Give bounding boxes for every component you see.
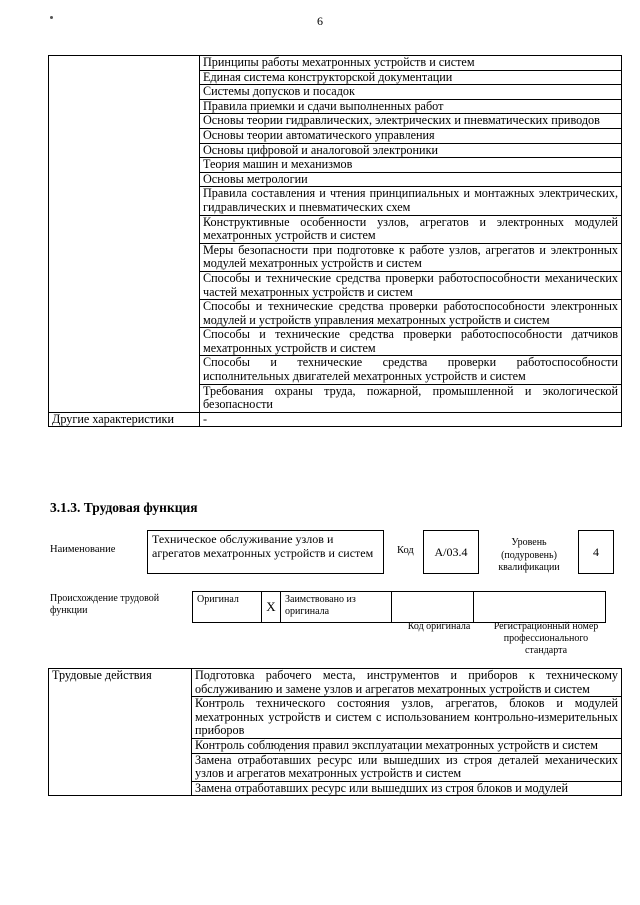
reg-number-label: Регистрационный номер профессионального стандарта: [493, 621, 599, 656]
knowledge-item: Меры безопасности при подготовке к работе узлов, агрегатов и электронных модулей мехатронных устройств и систем: [200, 243, 622, 271]
knowledge-item: Основы цифровой и аналоговой электроники: [200, 143, 622, 158]
knowledge-item: Принципы работы мехатронных устройств и систем: [200, 56, 622, 71]
knowledge-item: Правила приемки и сдачи выполненных работ: [200, 99, 622, 114]
knowledge-item: Способы и технические средства проверки работоспособности механических частей мехатронных устройств и систем: [200, 271, 622, 299]
borrowed-cell: Заимствовано из оригинала: [281, 592, 392, 623]
knowledge-item: Способы и технические средства проверки работоспособности электронных модулей и устройств управления мехатронных устройств и систем: [200, 300, 622, 328]
knowledge-item: Единая система конструкторской документации: [200, 70, 622, 85]
action-item: Замена отработавших ресурс или вышедших из строя блоков и модулей: [192, 781, 622, 796]
knowledge-item: Требования охраны труда, пожарной, промышленной и экологической безопасности: [200, 384, 622, 412]
original-cell: Оригинал: [193, 592, 262, 623]
other-characteristics-label: Другие характеристики: [49, 412, 200, 427]
table-row: [49, 56, 622, 71]
reg-number-cell: [474, 592, 606, 623]
page-number: 6: [317, 14, 323, 28]
code-original-cell: [392, 592, 474, 623]
other-characteristics-value: -: [200, 412, 622, 427]
action-item: Контроль соблюдения правил эксплуатации мехатронных устройств и систем: [192, 738, 622, 753]
name-label: Наименование: [50, 544, 116, 555]
knowledge-label-cell: [49, 56, 200, 413]
function-name-box: Техническое обслуживание узлов и агрегатов мехатронных устройств и систем: [147, 530, 384, 574]
knowledge-table: [48, 55, 622, 427]
knowledge-item: Способы и технические средства проверки работоспособности исполнительных двигателей мехатронных устройств и систем: [200, 356, 622, 384]
knowledge-item: Системы допусков и посадок: [200, 85, 622, 100]
origin-table: [192, 591, 606, 623]
action-item: Замена отработавших ресурс или вышедших из строя деталей механических узлов и агрегатов мехатронных устройств и систем: [192, 753, 622, 781]
knowledge-item: Основы теории автоматического управления: [200, 128, 622, 143]
knowledge-item: Способы и технические средства проверки работоспособности датчиков мехатронных устройств и систем: [200, 328, 622, 356]
knowledge-item: Теория машин и механизмов: [200, 158, 622, 173]
code-label: Код: [397, 545, 414, 556]
action-item: Контроль технического состояния узлов, агрегатов, блоков и модулей мехатронных устройств и систем с использованием контрольно-измерительных приборов: [192, 697, 622, 739]
original-mark: X: [262, 592, 281, 623]
section-title: 3.1.3. Трудовая функция: [50, 500, 198, 515]
actions-table: [48, 668, 622, 796]
table-row: [49, 669, 622, 697]
knowledge-item: Основы метрологии: [200, 172, 622, 187]
knowledge-item: Конструктивные особенности узлов, агрегатов и электронных модулей мехатронных устройств и систем: [200, 215, 622, 243]
origin-label: Происхождение трудовой функции: [50, 593, 160, 616]
qualification-level-label: Уровень (подуровень) квалификации: [498, 537, 560, 573]
actions-label: Трудовые действия: [49, 669, 192, 796]
table-row: [49, 412, 622, 427]
code-original-label: Код оригинала: [407, 621, 471, 632]
scan-dot: [50, 16, 53, 19]
knowledge-item: Правила составления и чтения принципиальных и монтажных электрических, гидравлических и пневматических схем: [200, 187, 622, 215]
knowledge-item: Основы теории гидравлических, электрических и пневматических приводов: [200, 114, 622, 129]
qualification-level-box: 4: [578, 530, 614, 574]
action-item: Подготовка рабочего места, инструментов и приборов к техническому обслуживанию и замене узлов и агрегатов мехатронных устройств и систем: [192, 669, 622, 697]
function-code-box: A/03.4: [423, 530, 479, 574]
